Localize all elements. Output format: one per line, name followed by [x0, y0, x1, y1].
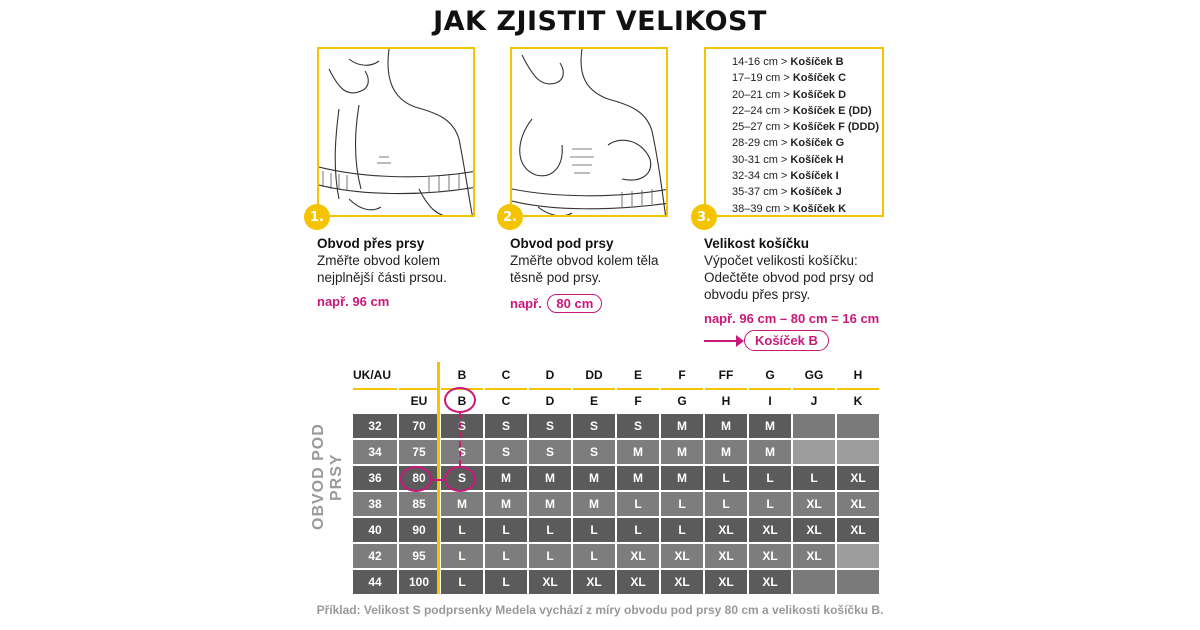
- size-cell: L: [441, 518, 483, 542]
- table-side-label: OBVOD POD PRSY: [310, 423, 345, 531]
- highlight-connector-vertical: [459, 413, 461, 466]
- uk-cup: GG: [793, 364, 835, 386]
- size-cell: S: [441, 466, 483, 490]
- result-arrow: [704, 340, 738, 342]
- eu-band: 85: [399, 492, 439, 516]
- table-header-eu: [353, 388, 879, 412]
- size-cell: [837, 440, 879, 464]
- size-cell: L: [573, 518, 615, 542]
- highlight-band-80: [400, 466, 432, 492]
- step-2-example: [510, 294, 602, 313]
- size-cell: M: [749, 440, 791, 464]
- size-cell: M: [485, 492, 527, 516]
- size-cell: M: [617, 466, 659, 490]
- cup-list-item: 35-37 cm > Košíček J: [732, 186, 842, 199]
- size-cell: L: [705, 466, 747, 490]
- size-cell: XL: [793, 518, 835, 542]
- footnote: Příklad: Velikost S podprsenky Medela vychází z míry obvodu pod prsy 80 cm a velikosti košíčku B.: [316, 603, 884, 617]
- highlight-connector-horizontal: [432, 479, 444, 481]
- cup-list-item: 28-29 cm > Košíček G: [732, 137, 845, 150]
- step-2-heading: Obvod pod prsy: [510, 236, 614, 251]
- step-2-badge: 2.: [497, 204, 523, 230]
- table-row: [353, 414, 879, 438]
- table-row: [353, 570, 879, 594]
- size-cell: S: [573, 440, 615, 464]
- eu-cup: I: [749, 388, 791, 412]
- cup-list-item: 30-31 cm > Košíček H: [732, 153, 844, 166]
- uk-cup: DD: [573, 364, 615, 386]
- size-cell: L: [441, 570, 483, 594]
- cup-size-list: [732, 54, 879, 217]
- size-cell: M: [573, 492, 615, 516]
- size-cell: L: [705, 492, 747, 516]
- highlight-cup-b: [444, 387, 476, 413]
- size-cell: XL: [837, 466, 879, 490]
- cup-size-list-panel: [704, 47, 884, 217]
- eu-cup: C: [485, 388, 527, 412]
- uk-band: 40: [353, 518, 397, 542]
- step-3-result: Košíček B: [744, 330, 829, 351]
- size-cell: M: [661, 466, 703, 490]
- step-1-text: Změřte obvod kolem nejplnější části prsou.: [317, 253, 447, 285]
- size-cell: S: [485, 440, 527, 464]
- size-cell: XL: [705, 570, 747, 594]
- highlight-size-s: [444, 466, 476, 492]
- cup-list-item: 14-16 cm > Košíček B: [732, 56, 844, 68]
- size-cell: S: [573, 414, 615, 438]
- eu-cup: G: [661, 388, 703, 412]
- step-1-description: [317, 235, 492, 286]
- size-cell: XL: [529, 570, 571, 594]
- size-cell: XL: [705, 544, 747, 568]
- uk-cup: G: [749, 364, 791, 386]
- size-cell: L: [441, 544, 483, 568]
- size-cell: XL: [793, 492, 835, 516]
- eu-label: EU: [399, 388, 439, 412]
- size-cell: XL: [749, 570, 791, 594]
- size-cell: XL: [793, 544, 835, 568]
- size-cell: L: [749, 466, 791, 490]
- cup-list-item: 25–27 cm > Košíček F (DDD): [732, 121, 880, 134]
- size-cell: [837, 414, 879, 438]
- size-cell: [793, 570, 835, 594]
- size-cell: L: [661, 518, 703, 542]
- step-1-example: např. 96 cm: [317, 294, 390, 309]
- size-cell: M: [749, 414, 791, 438]
- uk-band: 36: [353, 466, 397, 490]
- step-3-description: [704, 235, 904, 303]
- eu-cup: K: [837, 388, 879, 412]
- size-cell: S: [529, 440, 571, 464]
- size-cell: S: [441, 440, 483, 464]
- table-row: [353, 518, 879, 542]
- table-header-uk: [353, 364, 879, 386]
- size-cell: M: [441, 492, 483, 516]
- step-3-badge: 3.: [691, 204, 717, 230]
- size-cell: L: [749, 492, 791, 516]
- eu-cup: D: [529, 388, 571, 412]
- size-cell: L: [661, 492, 703, 516]
- step-3-example: např. 96 cm – 80 cm = 16 cm: [704, 311, 880, 326]
- size-cell: L: [485, 570, 527, 594]
- size-cell: S: [617, 414, 659, 438]
- illustration-panel-over-bust: [317, 47, 475, 217]
- size-cell: XL: [837, 518, 879, 542]
- size-cell: XL: [661, 544, 703, 568]
- step-2-text: Změřte obvod kolem těla těsně pod prsy.: [510, 253, 659, 285]
- step-1-heading: Obvod přes prsy: [317, 236, 425, 251]
- size-cell: M: [705, 414, 747, 438]
- cup-list-item: 32-34 cm > Košíček I: [732, 170, 839, 183]
- size-cell: L: [485, 518, 527, 542]
- uk-label: UK/AU: [353, 364, 397, 386]
- size-cell: L: [529, 518, 571, 542]
- size-cell: L: [617, 518, 659, 542]
- eu-cup: H: [705, 388, 747, 412]
- step-2-example-prefix: např.: [510, 296, 542, 311]
- size-cell: M: [529, 492, 571, 516]
- size-cell: M: [573, 466, 615, 490]
- size-rows: [353, 414, 879, 594]
- eu-band: 70: [399, 414, 439, 438]
- eu-band: 90: [399, 518, 439, 542]
- uk-cup: E: [617, 364, 659, 386]
- eu-band: 75: [399, 440, 439, 464]
- size-cell: M: [661, 414, 703, 438]
- size-cell: [793, 440, 835, 464]
- uk-cup: FF: [705, 364, 747, 386]
- size-cell: [837, 570, 879, 594]
- eu-cup: B: [441, 388, 483, 412]
- step-2-example-value: 80 cm: [547, 294, 602, 313]
- size-cell: XL: [617, 544, 659, 568]
- cup-list-item: 20–21 cm > Košíček D: [732, 88, 847, 101]
- size-cell: L: [793, 466, 835, 490]
- cup-list-item: 38–39 cm > Košíček K: [732, 202, 847, 215]
- uk-cup: D: [529, 364, 571, 386]
- size-cell: S: [529, 414, 571, 438]
- page-title: JAK ZJISTIT VELIKOST: [433, 6, 767, 37]
- size-cell: XL: [705, 518, 747, 542]
- size-cell: M: [705, 440, 747, 464]
- size-cell: [837, 544, 879, 568]
- uk-band: 42: [353, 544, 397, 568]
- size-cell: XL: [749, 518, 791, 542]
- size-cell: L: [617, 492, 659, 516]
- table-row: [353, 492, 879, 516]
- cup-list-item: 17–19 cm > Košíček C: [732, 72, 847, 85]
- size-cell: XL: [617, 570, 659, 594]
- eu-band: 80: [399, 466, 439, 490]
- size-cell: XL: [749, 544, 791, 568]
- eu-band: 95: [399, 544, 439, 568]
- size-cell: L: [485, 544, 527, 568]
- size-cell: L: [529, 544, 571, 568]
- table-row: [353, 544, 879, 568]
- size-cell: S: [441, 414, 483, 438]
- table-divider: [437, 362, 440, 594]
- uk-cup: B: [441, 364, 483, 386]
- size-cell: M: [485, 466, 527, 490]
- size-cell: M: [529, 466, 571, 490]
- uk-band: 32: [353, 414, 397, 438]
- eu-band: 100: [399, 570, 439, 594]
- uk-band: 34: [353, 440, 397, 464]
- measure-over-bust-illustration: [319, 49, 475, 217]
- size-cell: [793, 414, 835, 438]
- eu-cup: J: [793, 388, 835, 412]
- size-cell: XL: [661, 570, 703, 594]
- size-cell: M: [661, 440, 703, 464]
- uk-band: 44: [353, 570, 397, 594]
- size-cell: S: [485, 414, 527, 438]
- result-arrow-head-icon: [736, 335, 744, 347]
- eu-cup: F: [617, 388, 659, 412]
- uk-cup: F: [661, 364, 703, 386]
- step-3-text: Výpočet velikosti košíčku: Odečtěte obvod pod prsy od obvodu přes prsy.: [704, 253, 874, 302]
- illustration-panel-under-bust: [510, 47, 668, 217]
- size-cell: M: [617, 440, 659, 464]
- uk-cup: C: [485, 364, 527, 386]
- step-2-description: [510, 235, 685, 286]
- table-row: [353, 440, 879, 464]
- size-cell: L: [573, 544, 615, 568]
- cup-list-item: 22–24 cm > Košíček E (DD): [732, 104, 872, 117]
- uk-band: 38: [353, 492, 397, 516]
- size-cell: XL: [837, 492, 879, 516]
- uk-cup: H: [837, 364, 879, 386]
- measure-under-bust-illustration: [512, 49, 668, 217]
- step-3-heading: Velikost košíčku: [704, 236, 810, 251]
- step-1-badge: 1.: [304, 204, 330, 230]
- size-cell: XL: [573, 570, 615, 594]
- eu-cup: E: [573, 388, 615, 412]
